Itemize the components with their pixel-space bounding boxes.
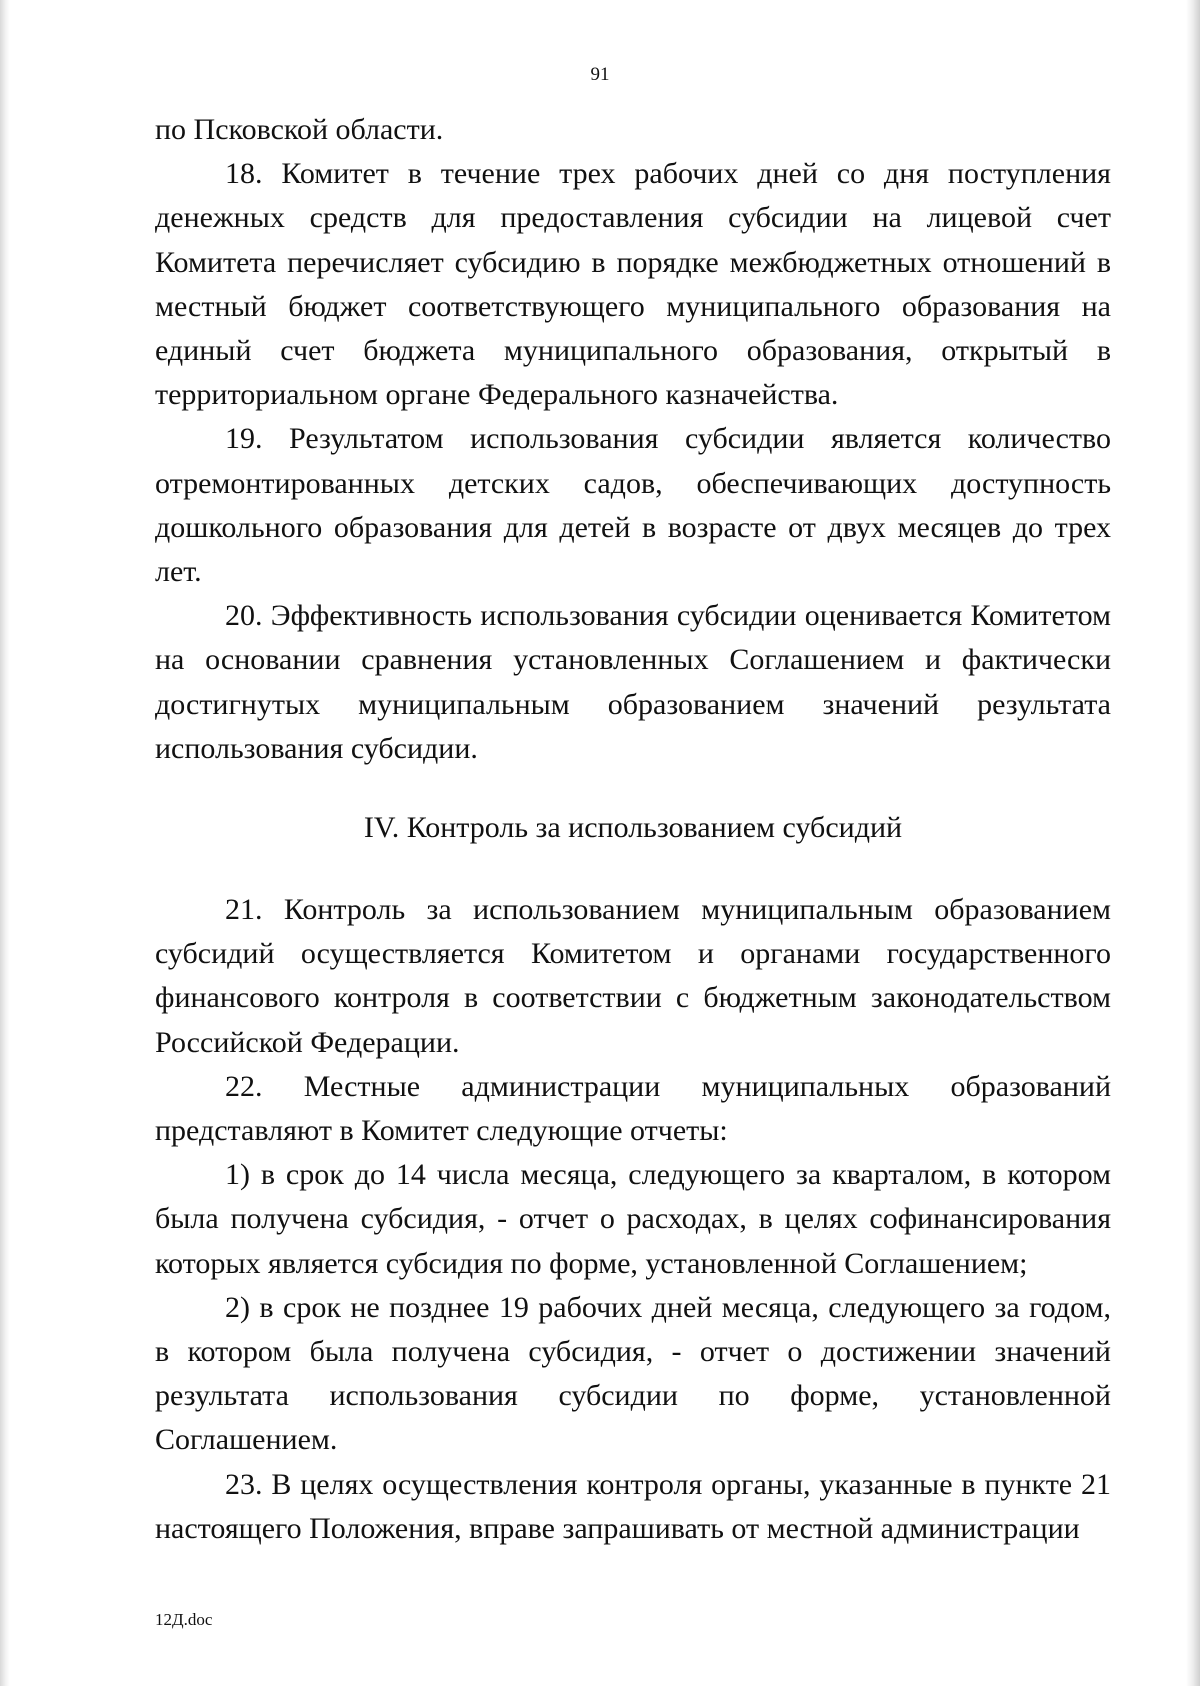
scan-edge-left: [0, 0, 10, 1686]
body-text-before-heading: [155, 108, 1111, 771]
footer-filename: 12Д.doc: [155, 1610, 213, 1629]
section-heading: IV. Контроль за использованием субсидий: [363, 811, 903, 844]
paragraph-continuation: по Псковской области.: [155, 113, 444, 146]
paragraph-22-item-1: 1) в срок до 14 числа месяца, следующего за кварталом, в котором была получена субсидия, - отчет о расходах, в целях софинансирования которых является субсидия по форме, установленной Соглашением;: [155, 1158, 1111, 1280]
paragraph-18: 18. Комитет в течение трех рабочих дней со дня поступления денежных средств для предоставления субсидии на лицевой счет Комитета перечисляет субсидию в порядке межбюджетных отношений в местный бюджет соответствующего муниципального образования на единый счет бюджета муниципального образования, открытый в территориальном органе Федерального казначейства.: [155, 157, 1111, 412]
body-text-after-heading: [155, 888, 1111, 1551]
paragraph-19: 19. Результатом использования субсидии является количество отремонтированных детских садов, обеспечивающих доступность дошкольного образования для детей в возрасте от двух месяцев до трех лет.: [155, 422, 1111, 589]
paragraph-20: 20. Эффективность использования субсидии оценивается Комитетом на основании сравнения установленных Соглашением и фактически достигнутых муниципальным образованием значений результата использования субсидии.: [155, 599, 1111, 765]
paragraph-21: 21. Контроль за использованием муниципальным образованием субсидий осуществляется Комитетом и органами государственного финансового контроля в соответствии с бюджетным законодательством Российской Федерации.: [155, 893, 1111, 1059]
section-heading-container: [155, 806, 1111, 850]
page-number: 91: [590, 64, 610, 85]
scan-edge-right: [1186, 0, 1200, 1686]
paragraph-23: 23. В целях осуществления контроля органы, указанные в пункте 21 настоящего Положения, вправе запрашивать от местной администрации: [155, 1467, 1111, 1545]
paragraph-22: 22. Местные администрации муниципальных образований представляют в Комитет следующие отчеты:: [155, 1069, 1111, 1148]
paragraph-22-item-2: 2) в срок не позднее 19 рабочих дней месяца, следующего за годом, в котором была получена субсидия, - отчет о достижении значений результата использования субсидии по форме, установленной Соглашением.: [155, 1290, 1111, 1457]
